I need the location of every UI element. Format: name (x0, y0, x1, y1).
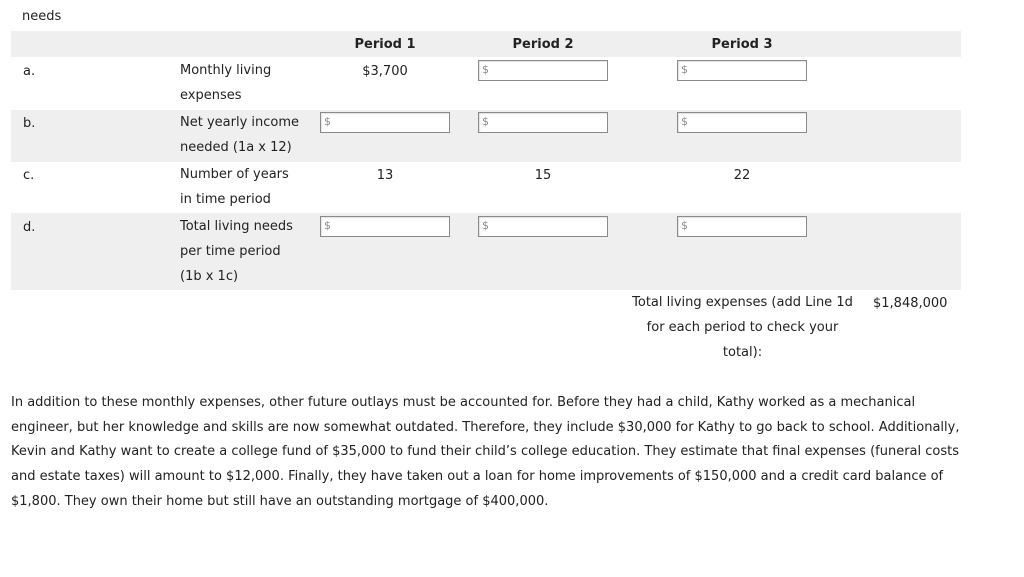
row-c-period-2-value: 15 (534, 168, 552, 183)
row-b-period-2-input[interactable] (478, 112, 608, 133)
header-period-2: Period 2 (512, 37, 574, 52)
currency-sign: $ (482, 63, 489, 76)
row-d-period-3-input[interactable] (677, 216, 807, 237)
row-d-period-2-input[interactable] (478, 216, 608, 237)
total-value: $1,848,000 (873, 296, 948, 311)
row-b-letter: b. (23, 116, 36, 131)
row-d-period-1-input[interactable] (320, 216, 450, 237)
currency-sign: $ (681, 115, 688, 128)
row-b-period-1-input[interactable] (320, 112, 450, 133)
row-a-letter: a. (23, 64, 36, 79)
header-period-3: Period 3 (711, 37, 773, 52)
row-d-letter: d. (23, 220, 36, 235)
header-band (11, 31, 961, 57)
currency-sign: $ (324, 115, 331, 128)
row-a-period-1-value: $3,700 (362, 64, 408, 79)
row-c-letter: c. (23, 168, 35, 183)
currency-sign: $ (482, 219, 489, 232)
problem-paragraph: In addition to these monthly expenses, other future outlays must be accounted for. Before they had a child, Kathy worked as a mechanical engineer, but her knowledge and skills are now somewhat outdated. Therefore, they include $30,000 for Kathy to go back to school. Additionally, Kevin and Kathy want to create a college fund of $35,000 to fund their child’s college education. They estimate that final expenses (funeral costs and estate taxes) will amount to $12,000. Finally, they have taken out a loan for home improvements of $150,000 and a credit card balance of $1,800. They own their home but still have an outstanding mortgage of $400,000. (11, 395, 960, 509)
total-label: Total living expenses (add Line 1d for each period to check your total): (632, 295, 853, 360)
row-b-label: Net yearly income needed (1a x 12) (180, 115, 300, 155)
row-a-period-2-input[interactable] (478, 60, 608, 81)
row-b-period-3-input[interactable] (677, 112, 807, 133)
row-c-label: Number of years in time period (180, 167, 289, 207)
row-c-period-1-value: 13 (376, 168, 394, 183)
header-period-1: Period 1 (354, 37, 416, 52)
row-d-label: Total living needs per time period (1b x 1c) (180, 219, 293, 284)
currency-sign: $ (482, 115, 489, 128)
row-a-label: Monthly living expenses (180, 63, 272, 103)
section-title: needs (22, 9, 62, 24)
currency-sign: $ (324, 219, 331, 232)
row-c-period-3-value: 22 (733, 168, 751, 183)
currency-sign: $ (681, 219, 688, 232)
currency-sign: $ (681, 63, 688, 76)
row-a-period-3-input[interactable] (677, 60, 807, 81)
